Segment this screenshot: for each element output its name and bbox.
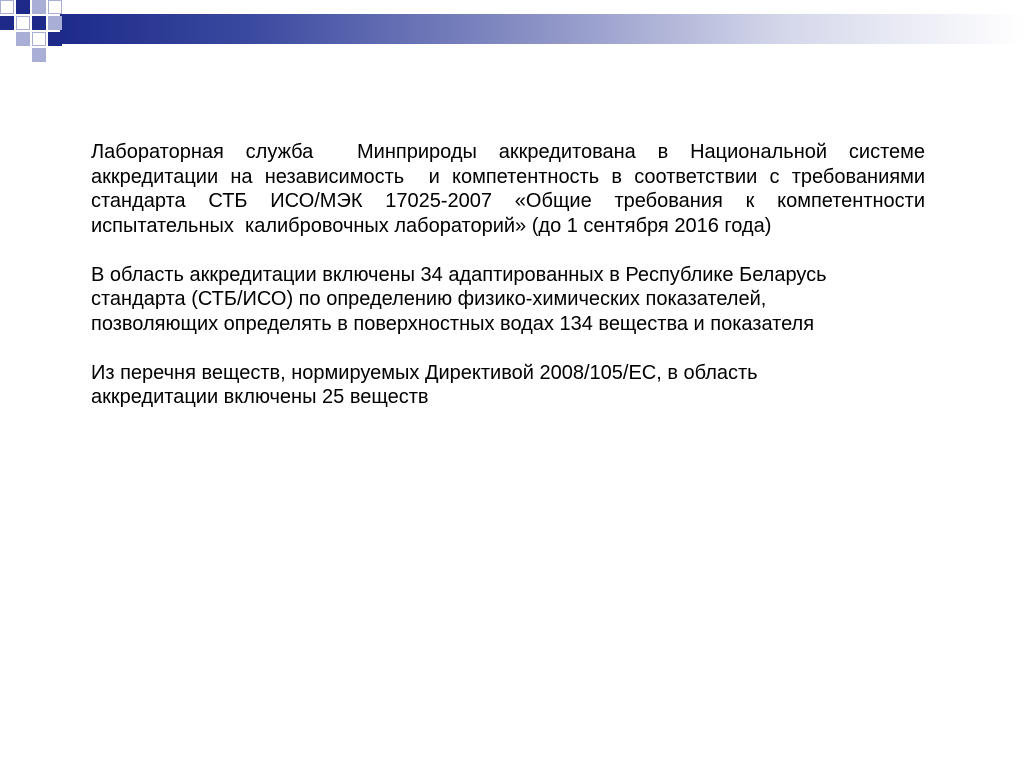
square-decoration — [16, 16, 30, 30]
square-decoration — [32, 32, 46, 46]
square-decoration — [48, 32, 62, 46]
square-decoration — [32, 16, 46, 30]
paragraph-accreditation: Лабораторная служба Минприроды аккредитована в Национальной системе аккредитации на независимость и компетентность в соответствии с требованиями стандарта СТБ ИСО/МЭК 17025-2007 «Общие требования к компетентности испытательных калибровочных лабораторий» (до 1 сентября 2016 года) — [91, 141, 931, 237]
square-decoration — [32, 48, 46, 62]
square-decoration — [0, 16, 14, 30]
square-decoration — [0, 0, 14, 14]
paragraph-directive: Из перечня веществ, нормируемых Директивой 2008/105/ЕС, в область аккредитации включены 25 веществ — [91, 361, 764, 408]
square-decoration — [16, 32, 30, 46]
slide-body — [91, 140, 931, 434]
square-decoration — [32, 0, 46, 14]
paragraph-scope: В область аккредитации включены 34 адаптированных в Республике Беларусь стандарта (СТБ/ИСО) по определению физико-химических показателей, позволяющих определять в поверхностных водах 134 вещества и показателя — [91, 263, 833, 335]
square-decoration — [48, 0, 62, 14]
square-decoration — [16, 0, 30, 14]
header-gradient-bar — [60, 14, 1024, 44]
square-decoration — [48, 16, 62, 30]
